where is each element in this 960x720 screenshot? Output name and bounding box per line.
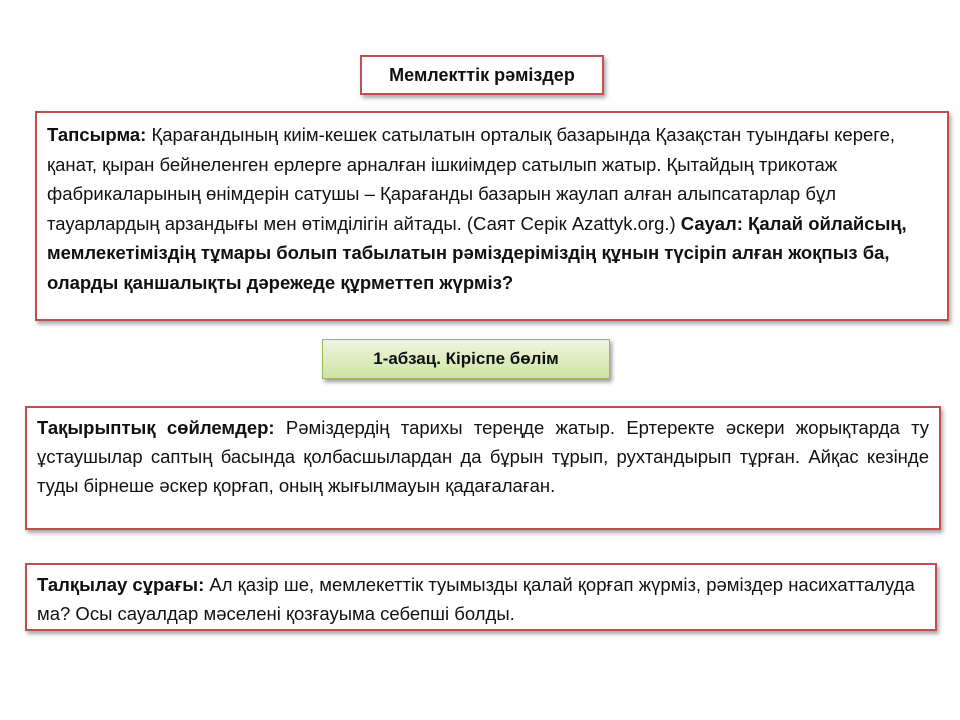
section-label: 1-абзац. Кіріспе бөлім bbox=[373, 349, 559, 368]
discussion-question-box bbox=[25, 563, 937, 631]
page-title: Мемлекттік рәміздер bbox=[389, 64, 575, 85]
question-label: Сауал: bbox=[680, 212, 743, 234]
topic-label: Тақырыптық сөйлемдер: bbox=[37, 417, 275, 438]
discussion-label: Талқылау сұрағы: bbox=[37, 574, 205, 595]
discussion-text: Ал қазір ше, мемлекеттік туымызды қалай қорғап жүрміз, рәміздер насихатталуда ма? Осы сауалдар мәселені қозғауыма себепші болды. bbox=[37, 574, 915, 624]
topic-sentences-box bbox=[25, 406, 941, 530]
task-label: Тапсырма: bbox=[47, 124, 147, 145]
task-text: Қарағандының киім-кешек сатылатын орталық базарында Қазақстан туындағы кереге, қанат, қыран бейнеленген ерлерге арналған ішкиімдер сатылып жатыр. Қытайдың трикотаж фабрикаларының өнімдерін сатушы – Қарағанды базарын жаулап алған алыпсатарлар бұл тауарлардың арзандығы мен өтімділігін айтады. (Саят Серік Azattyk.org.) bbox=[47, 124, 896, 234]
question-text: Қалай ойлайсың, мемлекетіміздің тұмары болып табылатын рәміздеріміздің құнын түсіріп алған жоқпыз ба, оларды қаншалықты дәрежеде құрметтеп жүрміз? bbox=[47, 212, 907, 293]
title-box bbox=[360, 55, 604, 95]
task-box bbox=[35, 111, 949, 321]
section-box bbox=[322, 339, 610, 379]
topic-text: Рәміздердің тарихы тереңде жатыр. Ертеректе әскери жорықтарда ту ұстаушылар саптың басында қолбасшылардан да бұрын тұрып, рухтандырып тұрған. Айқас кезінде туды бірнеше әскер қорғап, оның жығылмауын қадағалаған. bbox=[37, 417, 929, 496]
